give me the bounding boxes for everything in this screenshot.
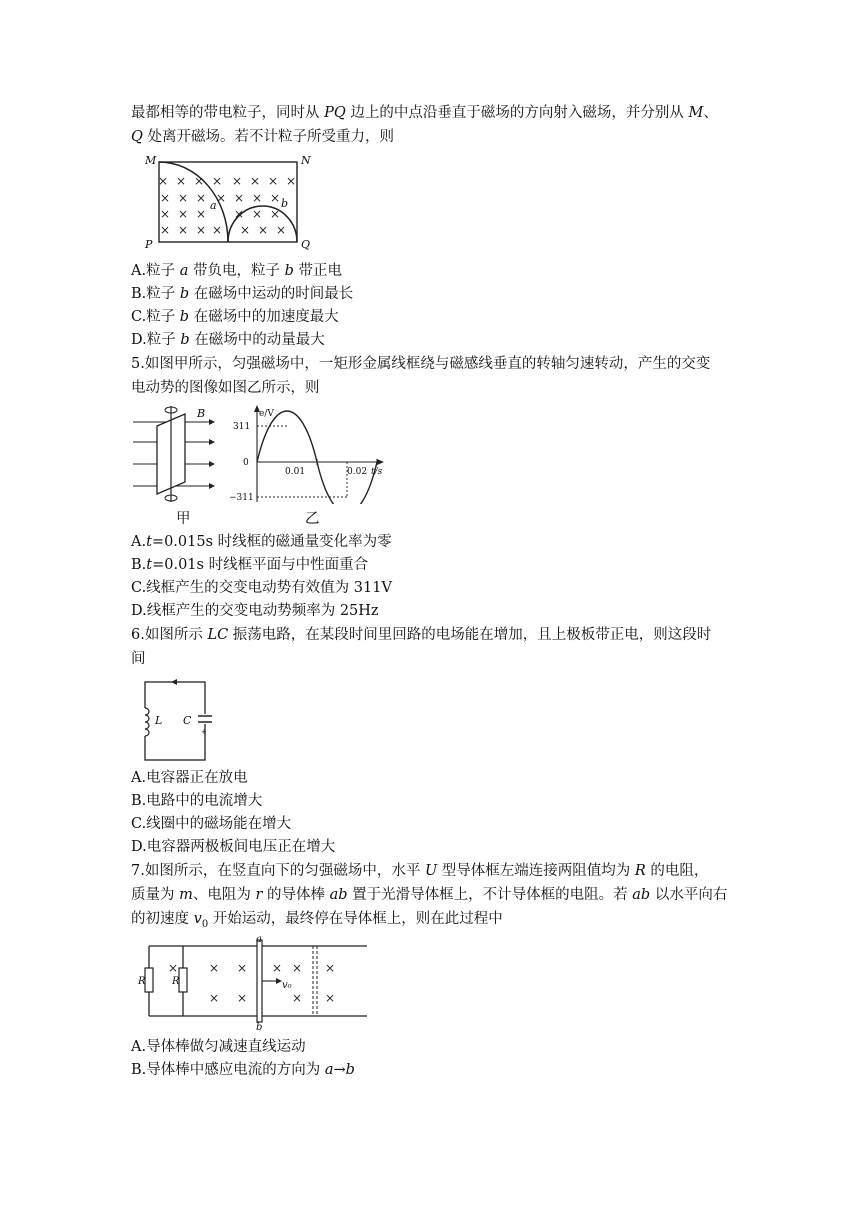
svg-text:e/V: e/V [259, 409, 274, 419]
svg-text:×: × [175, 174, 187, 188]
svg-text:+: + [201, 728, 207, 736]
svg-text:N: N [301, 154, 311, 167]
q7-stem-line3: 的初速度 $v_0$ 开始运动，最终停在导体框上，则在此过程中 [131, 911, 503, 930]
svg-text:×: × [159, 191, 171, 205]
svg-text:×: × [195, 223, 207, 237]
svg-text:×: × [233, 207, 245, 221]
svg-text:×: × [291, 991, 303, 1005]
svg-text:×: × [249, 174, 261, 188]
q5-option-c: C.线框产生的交变电动势有效值为 311V [131, 580, 392, 596]
svg-text:×: × [269, 207, 281, 221]
q6-figure-lc-circuit [135, 676, 215, 764]
q7-option-a: A.导体棒做匀减速直线运动 [131, 1039, 306, 1055]
q5-option-a: A.t=0.015s 时线框的磁通量变化率为零 [131, 534, 392, 550]
svg-text:P: P [145, 238, 153, 250]
svg-text:311: 311 [233, 422, 251, 432]
svg-text:×: × [324, 961, 336, 975]
svg-text:×: × [233, 191, 245, 205]
svg-text:v₀: v₀ [282, 980, 292, 991]
q5-stem-line1: 5.如图甲所示，匀强磁场中，一矩形金属线框绕与磁感线垂直的转轴匀速转动，产生的交变 [131, 356, 711, 372]
svg-text:Q: Q [301, 238, 311, 250]
q5-figure-coil [131, 404, 217, 504]
svg-text:×: × [157, 174, 169, 188]
svg-text:×: × [195, 207, 207, 221]
q6-stem-line2: 间 [131, 651, 146, 667]
svg-text:×: × [167, 961, 179, 975]
q4-stem-line1: 最都相等的带电粒子，同时从 PQ 边上的中点沿垂直于磁场的方向射入磁场，并分别从 M、 [131, 105, 718, 121]
svg-text:×: × [251, 191, 263, 205]
svg-text:×: × [177, 207, 189, 221]
svg-text:×: × [324, 991, 336, 1005]
svg-text:−311: −311 [229, 493, 254, 503]
q4-figure-magnetic-field [141, 154, 321, 250]
svg-text:×: × [236, 961, 248, 975]
svg-text:×: × [239, 223, 251, 237]
q6-option-b: B.电路中的电流增大 [131, 793, 263, 809]
svg-text:0: 0 [243, 458, 249, 468]
svg-text:×: × [159, 223, 171, 237]
q5-option-d: D.线框产生的交变电动势频率为 25Hz [131, 603, 379, 619]
q5-stem-line2: 电动势的图像如图乙所示，则 [131, 380, 320, 396]
svg-text:×: × [211, 223, 223, 237]
svg-text:C: C [183, 714, 192, 727]
svg-text:×: × [195, 191, 207, 205]
svg-text:×: × [177, 191, 189, 205]
svg-text:B: B [197, 407, 206, 420]
svg-text:b: b [281, 197, 289, 210]
svg-text:M: M [145, 154, 157, 167]
svg-text:×: × [271, 961, 283, 975]
q7-figure-rail-circuit [131, 934, 371, 1030]
q5-caption-right: 乙 [305, 511, 320, 527]
svg-text:×: × [208, 991, 220, 1005]
q4-option-a: A.粒子 a 带负电，粒子 b 带正电 [131, 263, 342, 279]
svg-text:a: a [210, 199, 217, 212]
svg-text:×: × [251, 207, 263, 221]
q6-option-d: D.电容器两极板间电压正在增大 [131, 839, 336, 855]
svg-text:0.01: 0.01 [285, 467, 306, 477]
q5-option-b: B.t=0.01s 时线框平面与中性面重合 [131, 557, 369, 573]
svg-text:L: L [155, 714, 163, 727]
svg-text:×: × [257, 223, 269, 237]
q6-stem-line1: 6.如图所示 LC 振荡电路，在某段时间里回路的电场能在增加，且上极板带正电，则这段时 [131, 627, 712, 643]
svg-text:×: × [267, 174, 279, 188]
q4-option-c: C.粒子 b 在磁场中的加速度最大 [131, 309, 339, 325]
q7-option-b: B.导体棒中感应电流的方向为 a→b [131, 1062, 355, 1078]
q5-caption-left: 甲 [176, 511, 191, 527]
svg-text:×: × [211, 174, 223, 188]
svg-text:0.02: 0.02 [347, 467, 368, 477]
q5-figure-emf-graph [221, 404, 391, 504]
svg-text:R: R [138, 976, 146, 987]
q7-stem-line1: 7.如图所示，在竖直向下的匀强磁场中，水平 U 型导体框左端连接两阻值均为 R 的电阻， [131, 863, 709, 879]
svg-text:×: × [231, 174, 243, 188]
svg-text:×: × [275, 223, 287, 237]
svg-text:×: × [285, 174, 297, 188]
svg-text:×: × [215, 191, 227, 205]
q6-option-c: C.线圈中的磁场能在增大 [131, 816, 292, 832]
svg-text:×: × [236, 991, 248, 1005]
svg-text:×: × [159, 207, 171, 221]
q4-stem-line2: Q 处离开磁场。若不计粒子所受重力，则 [131, 129, 394, 145]
q4-option-b: B.粒子 b 在磁场中运动的时间最长 [131, 286, 354, 302]
svg-text:×: × [291, 961, 303, 975]
svg-text:×: × [208, 961, 220, 975]
svg-text:R: R [172, 976, 180, 987]
svg-text:×: × [177, 223, 189, 237]
svg-text:×: × [269, 191, 281, 205]
svg-text:×: × [193, 174, 205, 188]
svg-text:a: a [256, 934, 262, 945]
q7-stem-line2: 质量为 m、电阻为 r 的导体棒 ab 置于光滑导体框上，不计导体框的电阻。若 ab 以水平向右 [131, 887, 728, 903]
q4-option-d: D.粒子 b 在磁场中的动量最大 [131, 332, 325, 348]
q6-option-a: A.电容器正在放电 [131, 770, 248, 786]
svg-text:t/s: t/s [371, 467, 383, 477]
svg-text:b: b [256, 1022, 263, 1030]
